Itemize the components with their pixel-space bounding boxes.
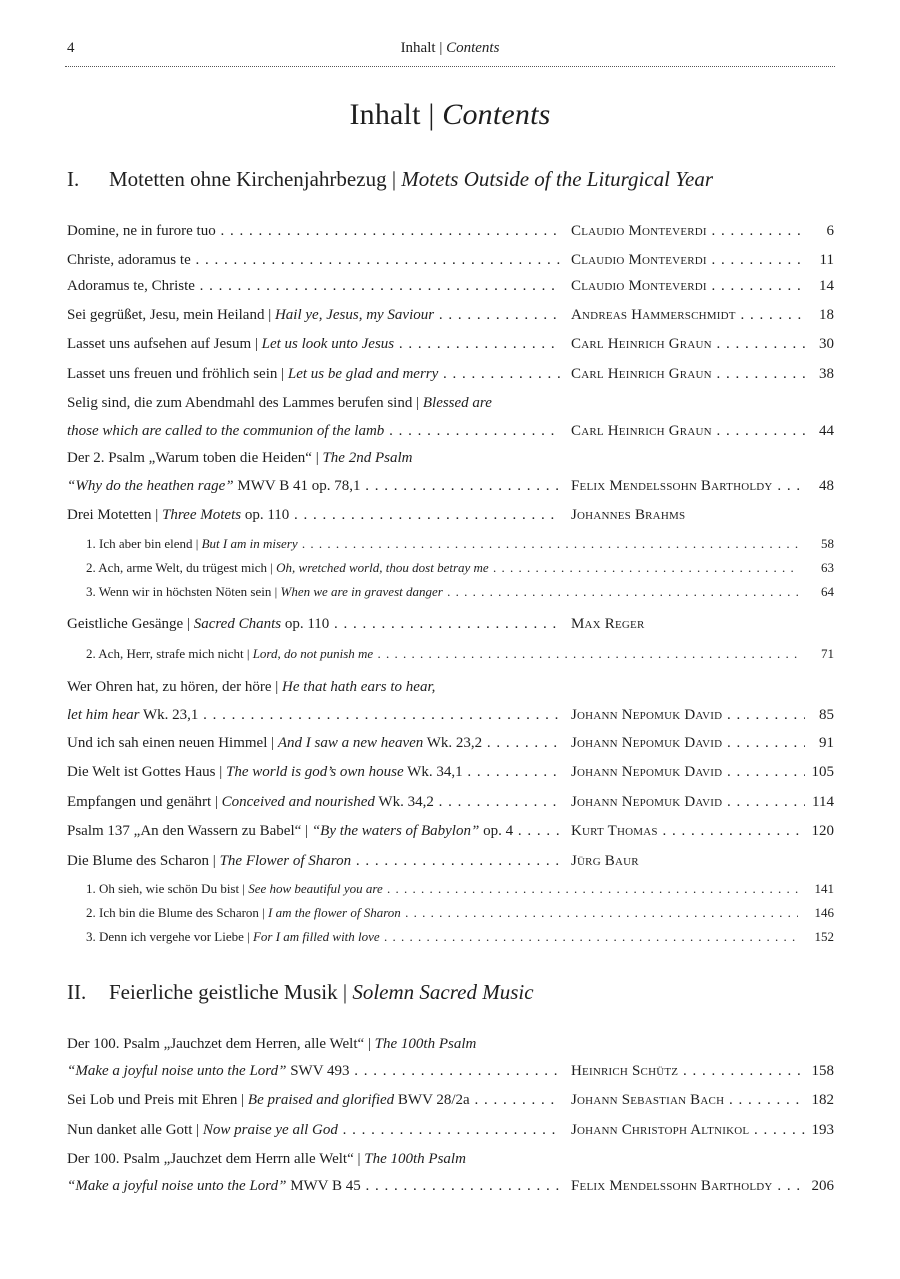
entry-title-suffix: MWV B 41 op. 78,1 — [233, 478, 361, 494]
entry-title — [67, 276, 561, 296]
composer-name: Heinrich Schütz — [571, 1063, 679, 1079]
subentry-title — [86, 928, 798, 946]
entry-title — [67, 505, 561, 525]
running-title — [65, 40, 835, 57]
toc-entry[interactable] — [67, 1034, 834, 1081]
entry-title — [67, 677, 561, 697]
composer-name: Felix Mendelssohn Bartholdy — [571, 1178, 773, 1194]
toc-subentry-line — [86, 583, 834, 601]
subentry-title-de: 2. Ich bin die Blume des Scharon | — [86, 905, 269, 920]
entry-page-number: 30 — [806, 334, 834, 354]
toc-entry-line — [67, 221, 834, 241]
toc-subentry[interactable] — [86, 645, 834, 663]
entry-title-en: The 100th Psalm — [374, 1036, 477, 1052]
subentry-title-en: For I am filled with love — [252, 929, 380, 944]
entry-title — [67, 448, 561, 468]
toc-entry[interactable] — [67, 1149, 834, 1196]
section-title-sep: | — [337, 980, 353, 1004]
entry-page-number: 11 — [806, 250, 834, 270]
subentry-page-number: 141 — [806, 880, 834, 898]
entry-title — [67, 614, 561, 634]
entry-title-en: Let us be glad and merry — [287, 366, 439, 382]
page-title — [0, 98, 900, 132]
running-header — [65, 38, 835, 67]
subentry-title — [86, 583, 798, 601]
entry-title-de: Domine, ne in furore tuo — [67, 223, 216, 239]
toc-entry[interactable] — [67, 851, 834, 871]
toc-entry-line — [67, 250, 834, 270]
entry-title-suffix: op. 110 — [241, 507, 290, 523]
entry-title-en: “Make a joyful noise unto the Lord” — [67, 1063, 287, 1079]
toc-entry[interactable] — [67, 614, 834, 634]
entry-title-de: Lasset uns aufsehen auf Jesum | — [67, 336, 262, 352]
entry-title — [67, 221, 561, 241]
entry-title-en: Hail ye, Jesus, my Saviour — [274, 307, 435, 323]
toc-subentry-line — [86, 645, 834, 663]
toc-entry[interactable] — [67, 1120, 834, 1140]
toc-subentry[interactable] — [86, 904, 834, 922]
subentry-page-number: 64 — [806, 583, 834, 601]
section-heading — [67, 167, 713, 192]
entry-page-number: 182 — [806, 1090, 834, 1110]
toc-entry[interactable] — [67, 505, 834, 525]
composer-name: Johann Nepomuk David — [571, 735, 723, 751]
entry-title-suffix: Wk. 34,1 — [403, 764, 463, 780]
entry-page-number: 44 — [806, 421, 834, 441]
entry-page-number: 38 — [806, 364, 834, 384]
page-title-en: Contents — [442, 98, 551, 131]
composer-name: Johann Nepomuk David — [571, 764, 723, 780]
entry-composer — [571, 705, 805, 725]
composer-name: Johann Christoph Altnikol — [571, 1122, 750, 1138]
subentry-page-number: 71 — [806, 645, 834, 663]
toc-entry-line — [67, 1176, 834, 1196]
entry-title-en: Blessed are — [422, 395, 492, 411]
toc-entry-line — [67, 1034, 834, 1054]
toc-entry[interactable] — [67, 821, 834, 841]
entry-page-number: 14 — [806, 276, 834, 296]
toc-entry-line — [67, 476, 834, 496]
entry-title — [67, 1090, 561, 1110]
entry-title-suffix: Wk. 34,2 — [374, 794, 434, 810]
toc-entry[interactable] — [67, 792, 834, 812]
entry-title-suffix: op. 110 — [281, 616, 330, 632]
running-title-en: Contents — [446, 40, 500, 56]
entry-title — [67, 250, 561, 270]
entry-composer — [571, 334, 805, 354]
entry-title-de: Empfangen und genährt | — [67, 794, 222, 810]
entry-title-de: Der 100. Psalm „Jauchzet dem Herren, alle Welt“ | — [67, 1036, 375, 1052]
entry-title-de: Adoramus te, Christe — [67, 278, 195, 294]
entry-title-de: Sei gegrüßet, Jesu, mein Heiland | — [67, 307, 275, 323]
subentry-page-number: 63 — [806, 559, 834, 577]
toc-entry[interactable] — [67, 276, 834, 296]
subentry-title-en: Lord, do not punish me — [252, 646, 374, 661]
subentry-page-number: 146 — [806, 904, 834, 922]
entry-composer — [571, 1120, 805, 1140]
toc-entry-line — [67, 448, 834, 468]
toc-subentry-line — [86, 559, 834, 577]
subentry-title — [86, 535, 798, 553]
subentry-title — [86, 645, 798, 663]
entry-title-en: Be praised and glorified — [247, 1092, 395, 1108]
entry-composer — [571, 1176, 805, 1196]
toc-entry-line — [67, 762, 834, 782]
subentry-title-de: 2. Ach, Herr, strafe mich nicht | — [86, 646, 253, 661]
toc-entry-line — [67, 851, 834, 871]
subentry-title-en: Oh, wretched world, thou dost betray me — [276, 560, 489, 575]
composer-name: Kurt Thomas — [571, 823, 658, 839]
composer-name: Johann Sebastian Bach — [571, 1092, 725, 1108]
entry-page-number: 105 — [806, 762, 834, 782]
entry-composer — [571, 305, 805, 325]
entry-title — [67, 1120, 561, 1140]
subentry-page-number: 152 — [806, 928, 834, 946]
section-heading — [67, 980, 534, 1005]
entry-page-number: 120 — [806, 821, 834, 841]
entry-title — [67, 476, 561, 496]
entry-title-de: Lasset uns freuen und fröhlich sein | — [67, 366, 288, 382]
entry-title — [67, 305, 561, 325]
entry-title-de: Drei Motetten | — [67, 507, 163, 523]
toc-entry-line — [67, 1061, 834, 1081]
entry-title-suffix: SWV 493 — [286, 1063, 350, 1079]
toc-entry[interactable] — [67, 448, 834, 496]
page-number: 4 — [67, 40, 75, 56]
entry-title — [67, 364, 561, 384]
toc-subentry-line — [86, 535, 834, 553]
toc-entry[interactable] — [67, 733, 834, 753]
toc-entry-line — [67, 364, 834, 384]
toc-subentry-line — [86, 928, 834, 946]
entry-title-de: Psalm 137 „An den Wassern zu Babel“ | — [67, 823, 312, 839]
entry-title-de: Die Blume des Scharon | — [67, 853, 220, 869]
toc-subentry[interactable] — [86, 583, 834, 601]
subentry-title — [86, 559, 798, 577]
toc-entry-line — [67, 792, 834, 812]
composer-name: Claudio Monteverdi — [571, 278, 707, 294]
toc-entry-line — [67, 821, 834, 841]
entry-composer — [571, 1090, 805, 1110]
entry-title — [67, 705, 561, 725]
entry-composer — [571, 250, 805, 270]
entry-title-en: “By the waters of Babylon” — [311, 823, 480, 839]
entry-page-number: 85 — [806, 705, 834, 725]
entry-title-en: Let us look unto Jesus — [261, 336, 395, 352]
toc-entry[interactable] — [67, 305, 834, 325]
entry-title-en: And I saw a new heaven — [277, 735, 424, 751]
entry-title-de: Und ich sah einen neuen Himmel | — [67, 735, 278, 751]
toc-entry-line — [67, 1090, 834, 1110]
entry-composer — [571, 792, 805, 812]
toc-entry[interactable] — [67, 250, 834, 270]
toc-entry[interactable] — [67, 677, 834, 725]
toc-subentry[interactable] — [86, 928, 834, 946]
composer-name: Andreas Hammerschmidt — [571, 307, 736, 323]
toc-entry-line — [67, 733, 834, 753]
toc-entry-line — [67, 1149, 834, 1169]
section-title-de: Feierliche geistliche Musik — [109, 980, 338, 1004]
entry-page-number: 114 — [806, 792, 834, 812]
entry-title — [67, 1034, 561, 1054]
page-title-de: Inhalt — [349, 98, 421, 131]
entry-title-suffix: Wk. 23,1 — [139, 707, 199, 723]
composer-name: Johann Nepomuk David — [571, 707, 723, 723]
entry-title-en: those which are called to the communion of the lamb — [67, 423, 385, 439]
entry-composer — [571, 821, 805, 841]
entry-title-en: “Make a joyful noise unto the Lord” — [67, 1178, 287, 1194]
section-title-de: Motetten ohne Kirchenjahrbezug — [109, 167, 387, 191]
entry-title — [67, 733, 561, 753]
composer-name: Johann Nepomuk David — [571, 794, 723, 810]
subentry-title-en: I am the flower of Sharon — [268, 905, 401, 920]
composer-name: Johannes Brahms — [571, 507, 686, 523]
toc-entry[interactable] — [67, 334, 834, 354]
entry-title-de: Wer Ohren hat, zu hören, der höre | — [67, 679, 283, 695]
subentry-title-de: 1. Oh sieh, wie schön Du bist | — [86, 881, 249, 896]
toc-entry[interactable] — [67, 393, 834, 441]
entry-composer — [571, 276, 805, 296]
toc-entry-line — [67, 334, 834, 354]
toc-subentry[interactable] — [86, 559, 834, 577]
entry-title-suffix: BWV 28/2a — [394, 1092, 470, 1108]
entry-title-suffix: MWV B 45 — [286, 1178, 361, 1194]
entry-title-de: Selig sind, die zum Abendmahl des Lammes berufen sind | — [67, 395, 423, 411]
entry-title — [67, 421, 561, 441]
entry-title-en: The world is god’s own house — [226, 764, 404, 780]
entry-title-de: Nun danket alle Gott | — [67, 1122, 203, 1138]
entry-composer — [571, 421, 805, 441]
composer-name: Felix Mendelssohn Bartholdy — [571, 478, 773, 494]
entry-page-number: 206 — [806, 1176, 834, 1196]
entry-title-en: “Why do the heathen rage” — [67, 478, 234, 494]
subentry-title-de: 3. Denn ich vergehe vor Liebe | — [86, 929, 253, 944]
toc-subentry-line — [86, 904, 834, 922]
entry-composer — [571, 476, 805, 496]
running-title-sep: | — [435, 40, 447, 56]
subentry-title — [86, 880, 798, 898]
toc-entry-line — [67, 421, 834, 441]
entry-title-suffix: Wk. 23,2 — [423, 735, 483, 751]
entry-composer — [571, 851, 805, 871]
toc-subentry[interactable] — [86, 535, 834, 553]
entry-title-de: Der 100. Psalm „Jauchzet dem Herrn alle Welt“ | — [67, 1151, 365, 1167]
entry-composer — [571, 221, 805, 241]
entry-title-en: The 100th Psalm — [364, 1151, 466, 1167]
toc-entry-line — [67, 614, 834, 634]
entry-composer — [571, 505, 805, 525]
entry-page-number: 158 — [806, 1061, 834, 1081]
subentry-title-de: 1. Ich aber bin elend | — [86, 536, 202, 551]
subentry-title-en: See how beautiful you are — [248, 881, 383, 896]
entry-title — [67, 792, 561, 812]
toc-entry-line — [67, 276, 834, 296]
toc-subentry-line — [86, 880, 834, 898]
subentry-title-de: 2. Ach, arme Welt, du trügest mich | — [86, 560, 277, 575]
entry-title — [67, 1061, 561, 1081]
entry-title-de: Geistliche Gesänge | — [67, 616, 194, 632]
composer-name: Claudio Monteverdi — [571, 252, 707, 268]
entry-title-en: Now praise ye all God — [202, 1122, 338, 1138]
running-title-de: Inhalt — [400, 40, 436, 56]
entry-page-number: 18 — [806, 305, 834, 325]
toc-entry-line — [67, 705, 834, 725]
entry-title — [67, 851, 561, 871]
composer-name: Carl Heinrich Graun — [571, 366, 712, 382]
toc-entry[interactable] — [67, 1090, 834, 1110]
section-title-en: Motets Outside of the Liturgical Year — [401, 167, 713, 191]
entry-page-number: 91 — [806, 733, 834, 753]
toc-entry-line — [67, 305, 834, 325]
page-title-sep: | — [420, 98, 443, 131]
entry-composer — [571, 364, 805, 384]
entry-title — [67, 334, 561, 354]
toc-entry-line — [67, 505, 834, 525]
toc-entry-line — [67, 393, 834, 413]
entry-title-de: Die Welt ist Gottes Haus | — [67, 764, 227, 780]
toc-entry-line — [67, 1120, 834, 1140]
section-title-sep: | — [386, 167, 402, 191]
composer-name: Carl Heinrich Graun — [571, 336, 712, 352]
toc-entry[interactable] — [67, 221, 834, 241]
entry-title-en: Three Motets — [162, 507, 242, 523]
entry-title-en: He that hath ears to hear, — [282, 679, 436, 695]
toc-entry-line — [67, 677, 834, 697]
entry-composer — [571, 614, 805, 634]
subentry-title-en: But I am in misery — [201, 536, 298, 551]
section-title-en: Solemn Sacred Music — [352, 980, 534, 1004]
entry-title-de: Christe, adoramus te — [67, 252, 191, 268]
entry-composer — [571, 1061, 805, 1081]
entry-title-de: Der 2. Psalm „Warum toben die Heiden“ | — [67, 450, 323, 466]
section-numeral: I. — [67, 167, 80, 191]
entry-page-number: 193 — [806, 1120, 834, 1140]
composer-name: Max Reger — [571, 616, 645, 632]
toc-subentry[interactable] — [86, 880, 834, 898]
toc-entry[interactable] — [67, 762, 834, 782]
subentry-title-de: 3. Wenn wir in höchsten Nöten sein | — [86, 584, 281, 599]
section-numeral: II. — [67, 980, 87, 1004]
entry-title — [67, 762, 561, 782]
entry-title — [67, 1149, 561, 1169]
entry-title — [67, 1176, 561, 1196]
subentry-page-number: 58 — [806, 535, 834, 553]
entry-title-de: Sei Lob und Preis mit Ehren | — [67, 1092, 248, 1108]
entry-title — [67, 393, 561, 413]
entry-title-en: Conceived and nourished — [221, 794, 375, 810]
entry-title-en: The Flower of Sharon — [219, 853, 352, 869]
entry-title-suffix: op. 4 — [479, 823, 514, 839]
entry-page-number: 6 — [806, 221, 834, 241]
composer-name: Claudio Monteverdi — [571, 223, 707, 239]
subentry-title-en: When we are in gravest danger — [280, 584, 443, 599]
composer-name: Jürg Baur — [571, 853, 639, 869]
composer-name: Carl Heinrich Graun — [571, 423, 712, 439]
entry-title-en: let him hear — [67, 707, 140, 723]
entry-title — [67, 821, 561, 841]
toc-entry[interactable] — [67, 364, 834, 384]
entry-composer — [571, 762, 805, 782]
entry-title-en: Sacred Chants — [193, 616, 282, 632]
subentry-title — [86, 904, 798, 922]
entry-composer — [571, 733, 805, 753]
entry-title-en: The 2nd Psalm — [322, 450, 413, 466]
entry-page-number: 48 — [806, 476, 834, 496]
